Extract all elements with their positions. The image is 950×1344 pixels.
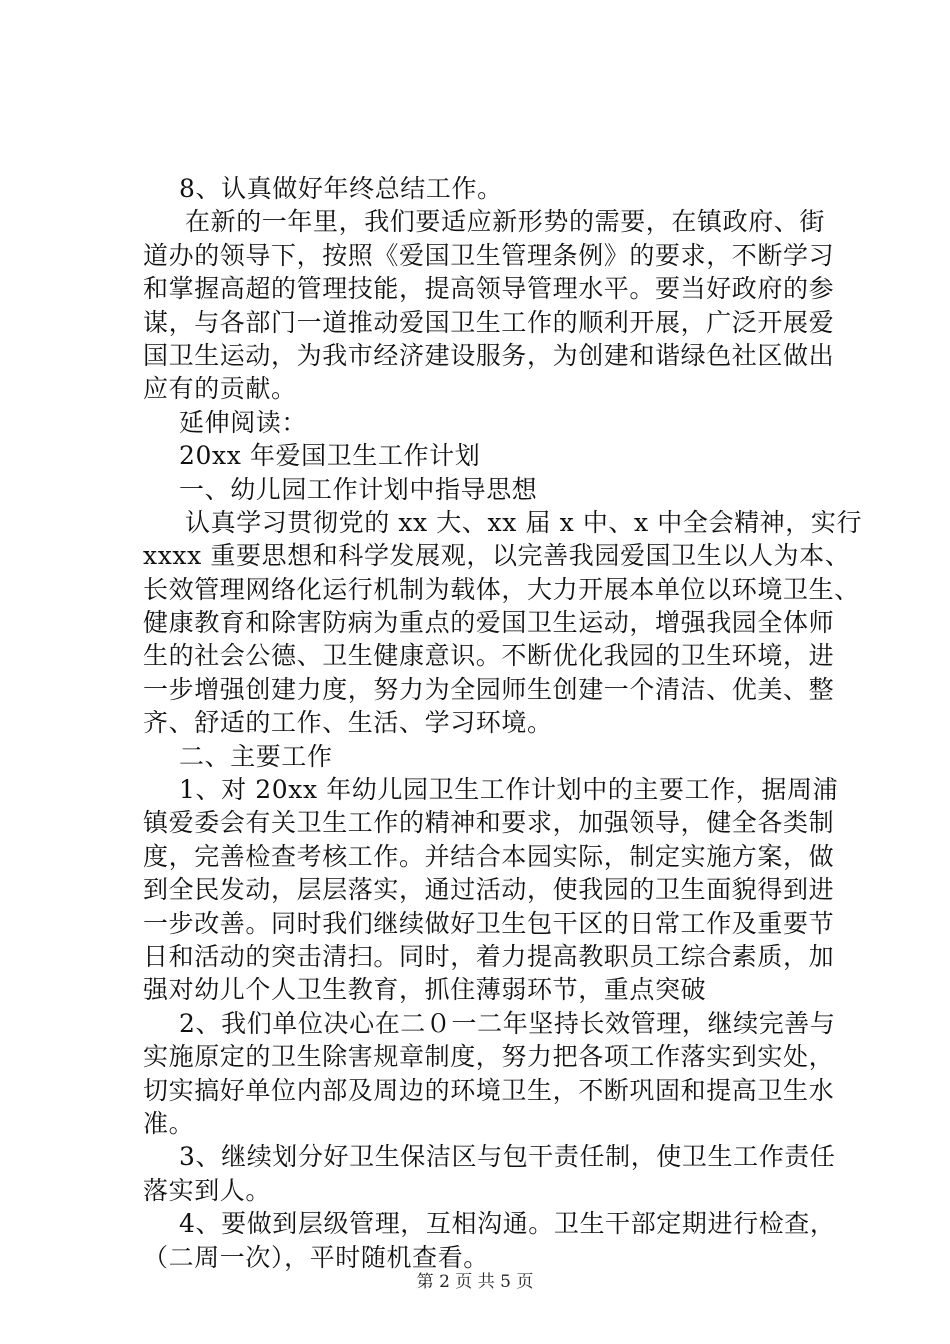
text-line: 3、继续划分好卫生保洁区与包干责任制，使卫生工作责任 (179, 1142, 836, 1172)
document-body (143, 172, 863, 1274)
text-line: xxxx 重要思想和科学发展观，以完善我园爱国卫生以人为本、 (143, 541, 851, 571)
text-line: 准。 (143, 1108, 195, 1138)
text-line: 生的社会公德、卫生健康意识。不断优化我园的卫生环境，进 (143, 641, 835, 671)
text-line: 应有的贡献。 (143, 374, 297, 404)
text-line: 长效管理网络化运行机制为载体，大力开展本单位以环境卫生、 (143, 574, 860, 604)
text-line: 4、要做到层级管理，互相沟通。卫生干部定期进行检查， (179, 1209, 836, 1239)
text-line: 一步改善。同时我们继续做好卫生包干区的日常工作及重要节 (143, 908, 835, 938)
text-line: 镇爱委会有关卫生工作的精神和要求，加强领导，健全各类制 (143, 808, 835, 838)
text-line: 到全民发动，层层落实，通过活动，使我园的卫生面貌得到进 (143, 875, 835, 905)
text-line: 1、对 20xx 年幼儿园卫生工作计划中的主要工作，据周浦 (179, 775, 839, 805)
text-line: 8、认真做好年终总结工作。 (179, 174, 503, 203)
text-line: 和掌握高超的管理技能，提高领导管理水平。要当好政府的参 (143, 274, 835, 304)
text-line: 日和活动的突击清扫。同时，着力提高教职员工综合素质，加 (143, 941, 835, 971)
text-line: 实施原定的卫生除害规章制度，努力把各项工作落实到实处， (143, 1042, 835, 1072)
text-line: （二周一次），平时随机查看。 (143, 1242, 489, 1272)
text-line: 强对幼儿个人卫生教育，抓住薄弱环节，重点突破 (143, 975, 707, 1005)
text-line: 2、我们单位决心在二０一二年坚持长效管理，继续完善与 (179, 1008, 836, 1038)
text-line: 健康教育和除害防病为重点的爱国卫生运动，增强我园全体师 (143, 608, 835, 638)
page-number-footer: 第 2 页 共 5 页 (416, 1272, 534, 1292)
text-line: 一步增强创建力度，努力为全园师生创建一个清洁、优美、整 (143, 674, 835, 704)
section-heading: 一、幼儿园工作计划中指导思想 (179, 474, 538, 504)
text-line: 齐、舒适的工作、生活、学习环境。 (143, 708, 553, 738)
text-line: 谋，与各部门一道推动爱国卫生工作的顺利开展，广泛开展爱 (143, 307, 835, 337)
text-line: 延伸阅读： (179, 407, 308, 437)
text-line: 在新的一年里，我们要适应新形势的需要，在镇政府、街 (185, 207, 826, 237)
text-line: 度，完善检查考核工作。并结合本园实际，制定实施方案，做 (143, 841, 835, 871)
text-line: 切实搞好单位内部及周边的环境卫生，不断巩固和提高卫生水 (143, 1075, 835, 1105)
text-line: 认真学习贯彻党的 xx 大、xx 届 x 中、x 中全会精神，实行 (185, 507, 863, 537)
section-heading: 二、主要工作 (179, 741, 333, 771)
text-line: 国卫生运动，为我市经济建设服务，为创建和谐绿色社区做出 (143, 340, 835, 370)
text-line: 落实到人。 (143, 1175, 272, 1205)
text-line: 道办的领导下，按照《爱国卫生管理条例》的要求，不断学习 (143, 240, 835, 270)
text-line: 20xx 年爱国卫生工作计划 (179, 441, 481, 471)
